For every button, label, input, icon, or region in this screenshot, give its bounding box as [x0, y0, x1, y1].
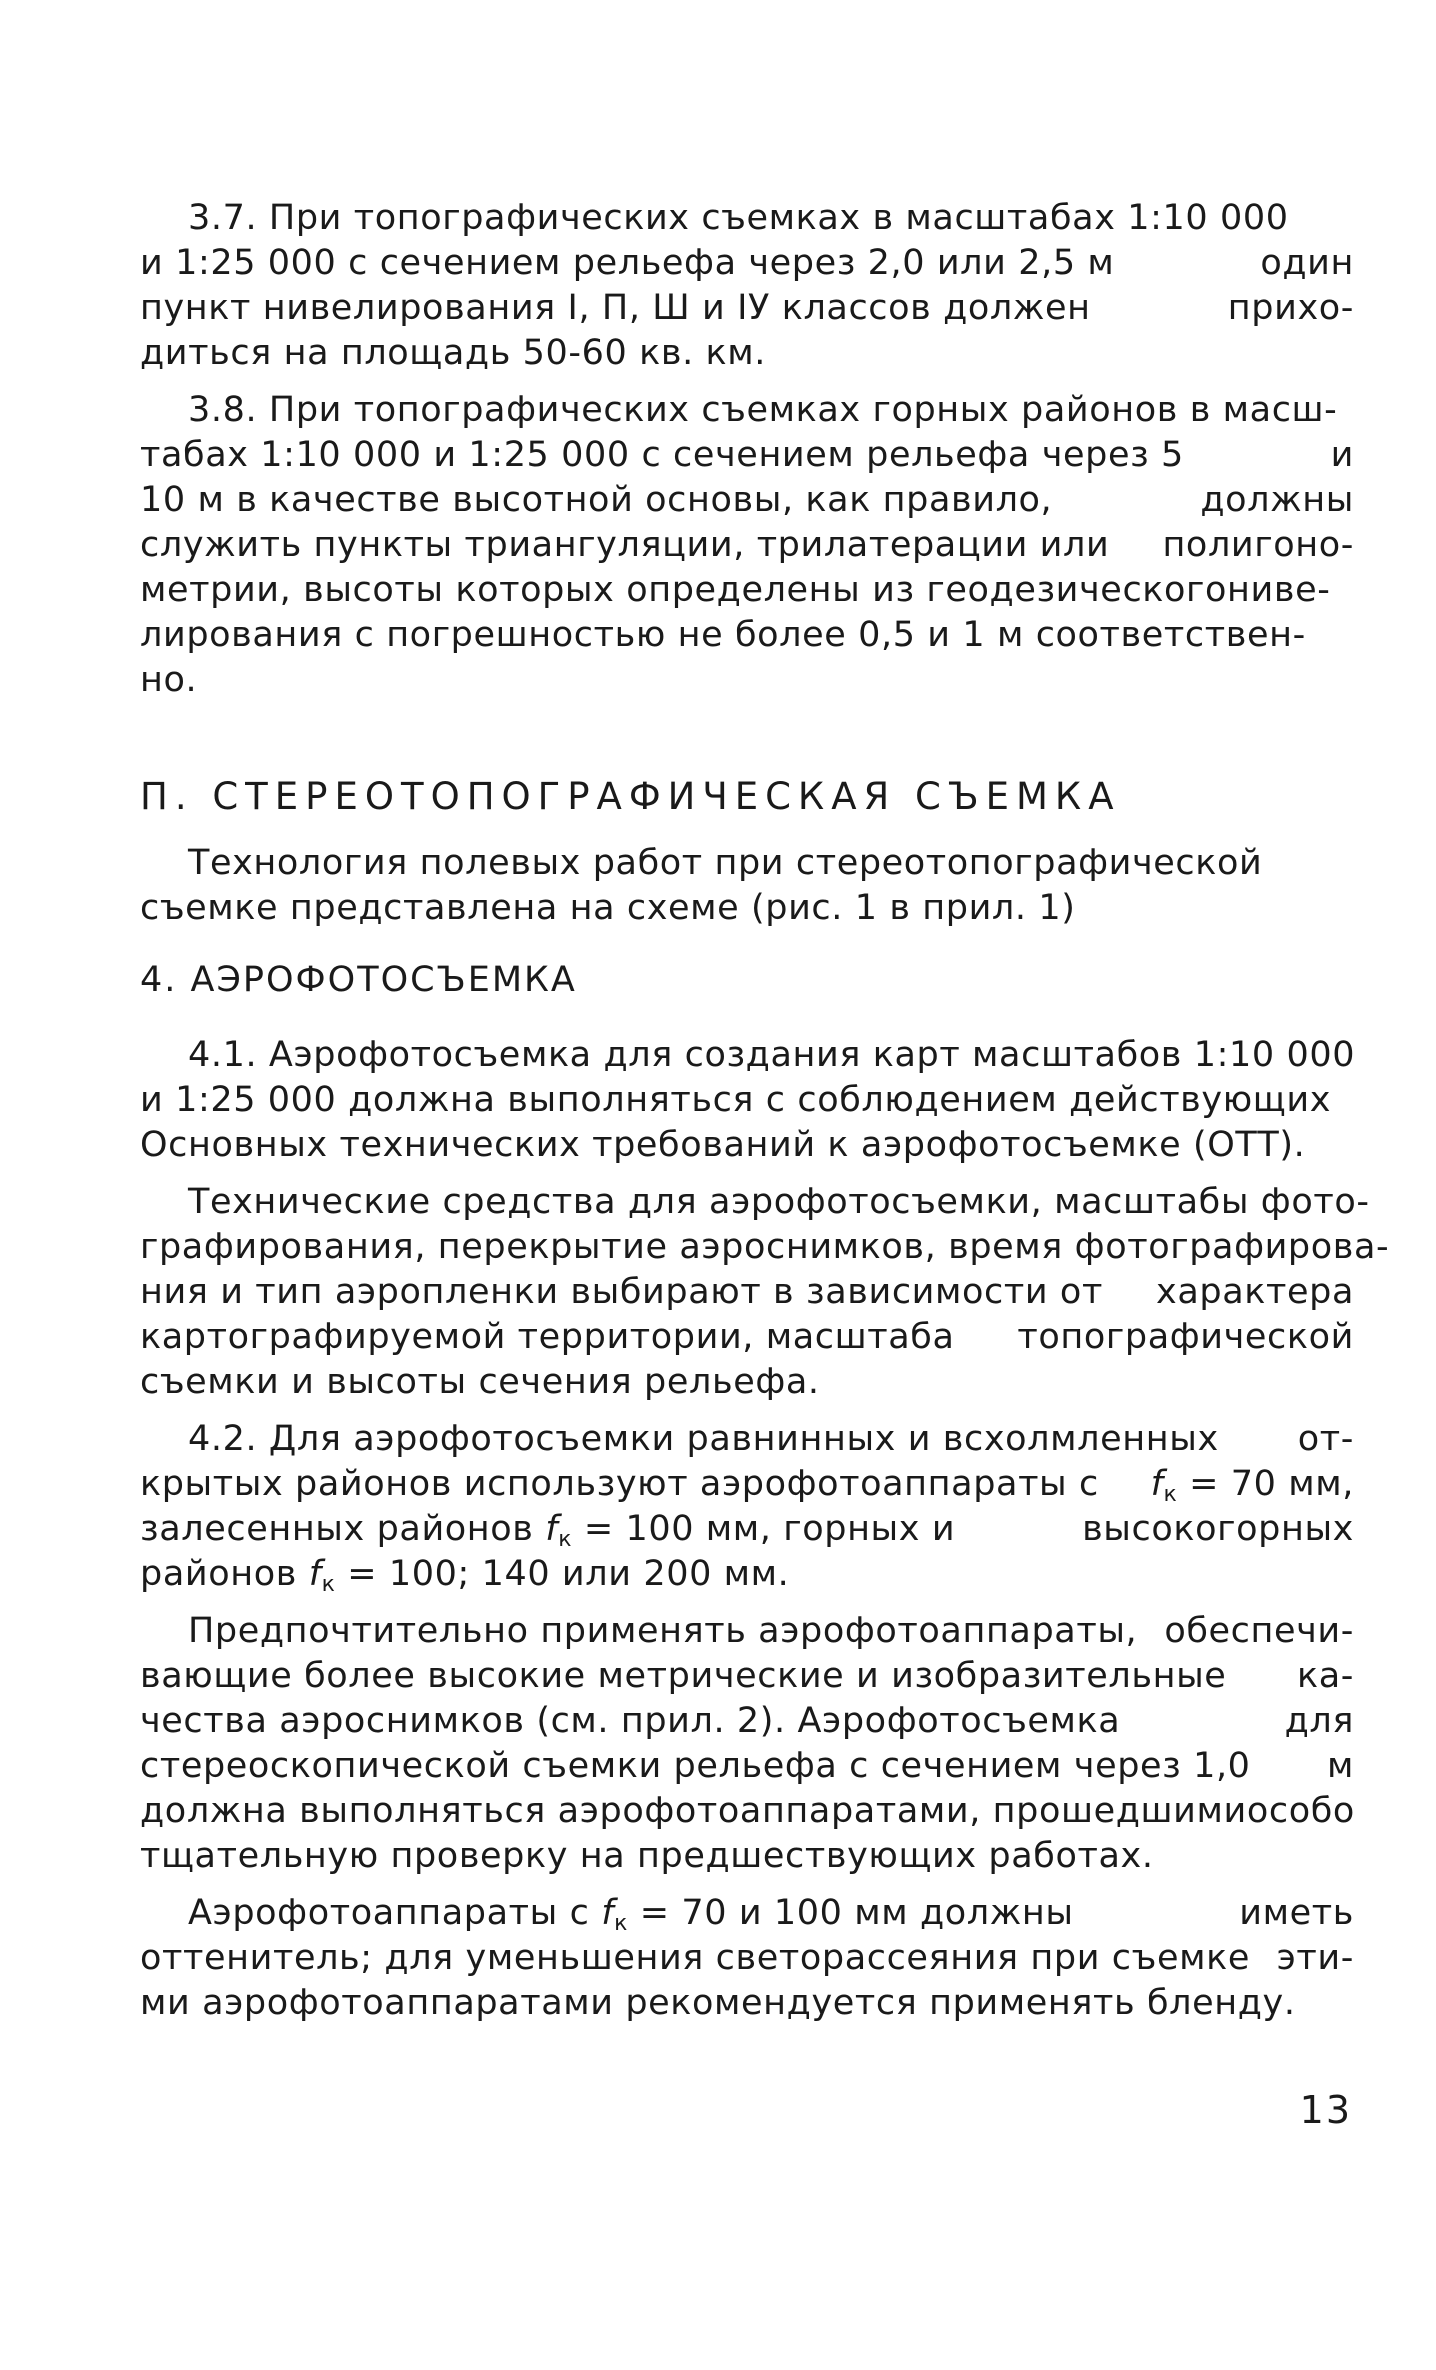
text-line: 4.1. Аэрофотосъемка для создания карт масштабов 1:10 000: [188, 1035, 1356, 1075]
paragraph-4-2: [140, 1417, 1354, 1597]
paragraph-preferable: [140, 1609, 1354, 1879]
text-line: Технические средства для аэрофотосъемки, масштабы фото-: [188, 1182, 1370, 1222]
text-line: крытых районов используют аэрофотоаппараты с $f_к = 70$ мм,: [140, 1464, 1354, 1507]
text-line: должна выполняться аэрофотоаппаратами, прошедшими особо: [140, 1791, 1355, 1831]
paragraph-3-8: [140, 388, 1354, 703]
text-line: 3.7. При топографических съемках в масштабах 1:10 000: [188, 198, 1289, 238]
paragraph-4-1: [140, 1033, 1354, 1168]
text-line: стереоскопической съемки рельефа с сечением через 1,0 м: [140, 1746, 1354, 1786]
text-line: диться на площадь 50-60 кв. км.: [140, 333, 766, 373]
text-line: 10 м в качестве высотной основы, как правило, должны: [140, 480, 1354, 520]
text-line: Предпочтительно применять аэрофотоаппараты, обеспечи-: [188, 1611, 1354, 1651]
text-line: графирования, перекрытие аэроснимков, время фотографирова-: [140, 1227, 1390, 1267]
focal-length-formula: залесенных районов $f_к = 100$ мм, горных и: [140, 1509, 956, 1552]
chapter-heading: 4. АЭРОФОТОСЪЕМКА: [140, 960, 577, 1000]
text-line: ми аэрофотоаппаратами рекомендуется применять бленду.: [140, 1983, 1296, 2023]
text-line: съемке представлена на схеме (рис. 1 в прил. 1): [140, 888, 1076, 928]
text-line: служить пункты триангуляции, трилатерации или полигоно-: [140, 525, 1354, 565]
text-line: Аэрофотоаппараты с $f_к = 70$ и 100 мм должны иметь: [188, 1893, 1354, 1936]
text-line: [140, 1552, 1354, 1597]
text-line: 3.8. При топографических съемках горных районов в масш-: [188, 390, 1338, 430]
focal-length-formula: $f_к = 70$ мм,: [1150, 1464, 1354, 1507]
text-line: 4.2. Для аэрофотосъемки равнинных и всхолмленных от-: [188, 1419, 1354, 1459]
text-line: Основных технических требований к аэрофотосъемке (ОТТ).: [140, 1125, 1306, 1165]
text-line: залесенных районов $f_к = 100$ мм, горных и высокогорных: [140, 1509, 1354, 1552]
text-line: но.: [140, 660, 198, 700]
text-line: табах 1:10 000 и 1:25 000 с сечением рельефа через 5 и: [140, 435, 1354, 475]
paragraph-3-7: [140, 196, 1354, 376]
text-line: пункт нивелирования I, П, Ш и IУ классов должен прихо-: [140, 288, 1354, 328]
text-line: Технология полевых работ при стереотопографической: [188, 843, 1263, 883]
focal-length-formula: районов $f_к = 100$; 140 или 200 мм.: [140, 1554, 790, 1597]
text-line: лирования с погрешностью не более 0,5 и 1 м соответствен-: [140, 615, 1306, 655]
document-page: [140, 196, 1390, 2038]
text-line: оттенитель; для уменьшения светорассеяния при съемке эти-: [140, 1938, 1354, 1978]
text-line: вающие более высокие метрические и изобразительные ка-: [140, 1656, 1354, 1696]
paragraph-camera-shade: [140, 1891, 1354, 2026]
paragraph-technical-means: [140, 1180, 1390, 1405]
page-number: 13: [1299, 2088, 1352, 2132]
text-line: картографируемой территории, масштаба топографической: [140, 1317, 1354, 1357]
focal-length-formula: Аэрофотоаппараты с $f_к = 70$ и 100 мм должны: [188, 1893, 1074, 1936]
text-line: метрии, высоты которых определены из геодезическогониве-: [140, 570, 1331, 610]
text-line: и 1:25 000 с сечением рельефа через 2,0 или 2,5 м один: [140, 243, 1354, 283]
paragraph-technology: [140, 841, 1354, 931]
text-line: и 1:25 000 должна выполняться с соблюдением действующих: [140, 1080, 1332, 1120]
text-line: тщательную проверку на предшествующих работах.: [140, 1836, 1154, 1876]
text-line: чества аэроснимков (см. прил. 2). Аэрофотосъемка для: [140, 1701, 1354, 1741]
section-heading: П. СТЕРЕОТОПОГРАФИЧЕСКАЯ СЪЕМКА: [140, 775, 1121, 818]
text-line: съемки и высоты сечения рельефа.: [140, 1362, 820, 1402]
text-line: ния и тип аэропленки выбирают в зависимости от характера: [140, 1272, 1354, 1312]
